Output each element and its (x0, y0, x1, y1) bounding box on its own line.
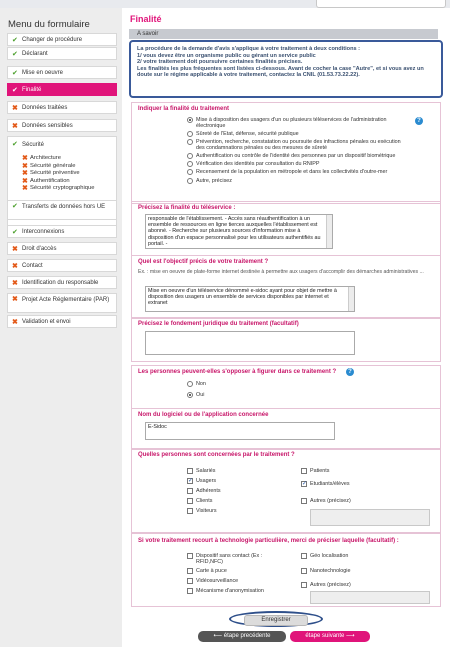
option-label: Adhérents (196, 488, 221, 494)
sidebar-item-par[interactable] (7, 293, 117, 313)
cross-icon: ✖ (12, 263, 18, 270)
technologie-checkbox[interactable] (196, 553, 276, 565)
personne-checkbox[interactable] (196, 468, 215, 474)
objectif-section (131, 255, 441, 319)
sidebar-subitem[interactable] (22, 178, 116, 186)
personne-checkbox[interactable] (310, 498, 351, 504)
checkbox[interactable] (187, 553, 193, 559)
fondement-section (131, 317, 441, 362)
checkbox[interactable] (187, 488, 193, 494)
sidebar-item-label: Identification du responsable (22, 280, 99, 286)
section-title: Nom du logiciel ou de l'application concernée (138, 412, 269, 418)
personne-checkbox[interactable] (310, 468, 329, 474)
finalite-option[interactable] (196, 131, 406, 137)
option-label: Nanotechnologie (310, 568, 351, 574)
help-icon[interactable]: ? (346, 368, 354, 376)
section-title: Si votre traitement recourt à technologie particulière, merci de préciser laquelle (facultatif) : (138, 538, 399, 544)
alert-line: La procédure de la demande d'avis s'applique à votre traitement à deux conditions : (137, 46, 361, 52)
arrow-left-icon: ⟵ (213, 633, 224, 639)
option-label: Visiteurs (196, 508, 217, 514)
technologie-checkbox[interactable] (310, 582, 351, 588)
checkbox[interactable] (301, 582, 307, 588)
sidebar-subitem[interactable] (22, 155, 116, 163)
sidebar-subitem-label: Authentification (30, 177, 70, 184)
cross-icon: ✖ (22, 170, 28, 177)
save-button[interactable]: Enregistrer (244, 615, 308, 626)
option-label: Sûreté de l'Etat, défense, sécurité publique (196, 131, 299, 137)
radio-button[interactable] (187, 381, 193, 387)
sidebar-subitem[interactable] (22, 170, 116, 178)
option-label: Recensement de la population en métropole et dans les collectivités d'outre-mer (196, 169, 388, 175)
finalite-option[interactable] (196, 117, 396, 129)
sidebar-item-label: Données traitées (22, 105, 68, 111)
teleservice-section (131, 201, 441, 256)
radio-button[interactable] (187, 161, 193, 167)
logiciel-input[interactable]: E-Sidoc (145, 422, 335, 440)
alert-line: Les finalités les plus fréquentes sont listées ci-dessous. Avant de cocher la case "Autre", et si vous avez un doute sur le régime applicable à votre traitement, contactez la CNIL (01.53.73.22.22). (137, 65, 424, 79)
technologie-checkbox[interactable] (310, 568, 350, 574)
option-label: Prévention, recherche, constatation ou poursuite des infractions pénales ou exécution des condamnations pénales ou des mesures de sûreté (196, 139, 401, 151)
option-label: Mise à disposition des usagers d'un ou plusieurs téléservices de l'administration électronique (196, 117, 387, 129)
sidebar-item-securite[interactable] (7, 136, 117, 236)
option-label: Clients (196, 498, 213, 504)
checkbox[interactable] (187, 578, 193, 584)
sidebar-item-label: Données sensibles (22, 123, 73, 129)
sidebar-item-interconnexions[interactable] (7, 225, 117, 238)
check-icon: ✔ (12, 203, 18, 210)
option-label: Géo localisation (310, 553, 349, 559)
check-icon: ✔ (12, 51, 18, 58)
next-step-label: étape suivante (305, 633, 345, 639)
checkbox[interactable] (301, 468, 307, 474)
cross-icon: ✖ (22, 185, 28, 192)
section-title: Quelles personnes sont concernées par le traitement ? (138, 452, 295, 458)
finalite-option[interactable] (196, 169, 436, 175)
sidebar-item-changer-procedure[interactable] (7, 33, 117, 46)
checkbox[interactable] (187, 498, 193, 504)
sidebar-item-validation[interactable] (7, 315, 117, 328)
autres-personnes-input[interactable] (310, 509, 430, 526)
alert-line: 2/ votre traitement doit poursuivre certaines finalités précises. (137, 59, 303, 66)
cross-icon: ✖ (12, 296, 18, 303)
radio-button[interactable] (187, 117, 193, 123)
radio-button[interactable] (187, 139, 193, 145)
option-label: Vidéosurveillance (196, 578, 239, 584)
opposition-section (131, 365, 441, 409)
sidebar (0, 8, 122, 647)
personne-checkbox[interactable] (302, 481, 350, 487)
cross-icon: ✖ (22, 177, 28, 185)
option-label: Carte à puce (196, 568, 227, 574)
option-label: Patients (310, 468, 330, 474)
checkbox[interactable] (187, 468, 193, 474)
cross-icon: ✖ (12, 246, 18, 253)
check-icon: ✔ (12, 87, 18, 94)
option-label: Mécanisme d'anonymisation (196, 588, 264, 594)
sidebar-item-label: Changer de procédure (22, 37, 83, 43)
checkbox[interactable] (301, 568, 307, 574)
sidebar-subitem-label: Sécurité préventive (30, 170, 80, 176)
objectif-hint: Ex. : mise en oeuvre de plate-forme internet destinée à permettre aux usagers d'accomplir des démarches administratives ... (138, 269, 424, 275)
option-label: Usagers (196, 478, 217, 484)
sidebar-subitem[interactable] (22, 163, 116, 171)
checkbox[interactable] (301, 498, 307, 504)
sidebar-subitem-label: Sécurité générale (30, 162, 76, 169)
sidebar-item-droit-acces[interactable] (7, 242, 117, 255)
sidebar-item-label: Validation et envoi (22, 319, 71, 325)
opposition-option-oui[interactable] (196, 392, 256, 398)
sidebar-item-label: Mise en oeuvre (22, 70, 64, 76)
option-label: Non (196, 381, 206, 387)
sidebar-item-donnees-traitees[interactable] (7, 101, 117, 114)
sidebar-item-declarant[interactable] (7, 47, 117, 60)
checkbox[interactable] (187, 568, 193, 574)
section-title: Précisez le fondement juridique du traitement (facultatif) (138, 321, 299, 327)
option-label: Autre, précisez (196, 178, 232, 184)
sidebar-item-donnees-sensibles[interactable] (7, 119, 117, 132)
sidebar-item-mise-en-oeuvre[interactable] (7, 66, 117, 79)
a-savoir-header[interactable]: A savoir (129, 29, 438, 39)
finalite-option[interactable] (196, 153, 426, 159)
finalite-section (131, 102, 441, 204)
sidebar-subitem-label: Architecture (30, 155, 61, 161)
checkbox[interactable] (187, 588, 193, 594)
option-label: Etudiants/élèves (310, 481, 350, 487)
option-label: Dispositif sans contact (Ex : RFID,NFC) (196, 553, 263, 565)
check-icon: ✔ (12, 141, 18, 148)
sidebar-item-label: Contact (22, 263, 43, 269)
section-title: Les personnes peuvent-elles s'opposer à figurer dans ce traitement ? (138, 369, 337, 375)
opposition-option-non[interactable] (196, 381, 256, 387)
finalite-option[interactable] (196, 161, 426, 167)
sidebar-subitem[interactable] (22, 185, 116, 193)
checkbox[interactable]: ✓ (188, 478, 194, 484)
checkbox[interactable]: ✓ (302, 481, 308, 487)
sidebar-subitem-label: Sécurité cryptographique (30, 185, 95, 191)
option-label: Oui (196, 392, 205, 398)
checkbox[interactable] (187, 508, 193, 514)
personne-checkbox[interactable] (196, 498, 212, 504)
sidebar-item-transferts[interactable] (7, 200, 117, 220)
option-label: Autres (précisez) (310, 582, 351, 588)
technologie-checkbox[interactable] (196, 568, 227, 574)
option-label: Vérification des identités par consultation du RNIPP (196, 161, 320, 167)
check-icon: ✔ (12, 229, 18, 236)
info-alert (129, 40, 443, 98)
sidebar-item-label: Droit d'accès (22, 246, 57, 252)
sidebar-item-label: Déclarant (22, 51, 48, 57)
alert-line: 1/ vous devez être un organisme public ou gérant un service public (137, 52, 316, 59)
cross-icon: ✖ (12, 123, 18, 130)
personne-checkbox[interactable] (196, 508, 217, 514)
cross-icon: ✖ (12, 319, 18, 326)
checkbox[interactable] (301, 553, 307, 559)
autres-technologie-input[interactable] (310, 591, 430, 604)
cross-icon: ✖ (12, 280, 18, 287)
option-label: Autres (précisez) (310, 498, 351, 504)
section-title: Quel est l'objectif précis de votre traitement ? (138, 259, 269, 265)
personnes-section (131, 448, 441, 533)
section-title: Indiquer la finalité du traitement (138, 106, 230, 112)
technologie-checkbox[interactable] (196, 588, 264, 594)
personne-checkbox[interactable] (196, 488, 221, 494)
finalite-option[interactable] (196, 139, 406, 151)
top-search-field[interactable] (316, 0, 446, 8)
radio-button[interactable] (187, 392, 193, 398)
objectif-textarea[interactable]: Mise en oeuvre d'un téléservice dénommé e-sidoc ayant pour objet de mettre à disposition des usagers un ensemble de services disponibles par internet et extranet (145, 286, 355, 312)
technologie-checkbox[interactable] (196, 578, 238, 584)
check-icon: ✔ (12, 37, 18, 44)
page-title: Finalité (130, 14, 162, 24)
radio-button[interactable] (187, 131, 193, 137)
arrow-right-icon: ⟶ (344, 633, 355, 639)
check-icon: ✔ (12, 70, 18, 77)
teleservice-textarea[interactable]: responsable de l'établissement. - Accès sans réauthentification à un ensemble de ressources en ligne tierces auxquelles l'établissement est abonné. - Recherche sur plusieurs sources d'information mise à disposition d'un espace personnalisé pour les utilisateurs authentifiés au portail. - (145, 214, 333, 249)
personne-checkbox[interactable] (188, 478, 217, 484)
sidebar-item-label: Projet Acte Réglementaire (PAR) (22, 297, 110, 303)
sidebar-item-finalite[interactable] (7, 83, 117, 96)
technologie-checkbox[interactable] (310, 553, 348, 559)
sidebar-item-label: Interconnexions (22, 229, 65, 235)
previous-step-button[interactable] (198, 631, 286, 642)
cross-icon: ✖ (22, 155, 28, 162)
sidebar-title: Menu du formulaire (8, 19, 90, 30)
radio-button[interactable] (187, 169, 193, 175)
cross-icon: ✖ (22, 162, 28, 170)
sidebar-item-label: Finalité (22, 87, 42, 93)
sidebar-item-label: Transferts de données hors UE (22, 204, 106, 210)
sidebar-item-identification[interactable] (7, 276, 117, 289)
radio-button[interactable] (187, 178, 193, 184)
sidebar-item-label: Sécurité (22, 142, 45, 148)
finalite-option[interactable] (196, 178, 396, 184)
sidebar-item-contact[interactable] (7, 259, 117, 272)
fondement-textarea[interactable] (145, 331, 355, 355)
technologie-section (131, 533, 441, 607)
option-label: Salariés (196, 468, 216, 474)
next-step-button[interactable] (290, 631, 370, 642)
logiciel-section (131, 408, 441, 450)
cross-icon: ✖ (12, 105, 18, 112)
section-title: Précisez la finalité du téléservice : (138, 205, 236, 211)
previous-step-label: étape precédente (223, 633, 271, 639)
option-label: Authentification ou contrôle de l'identité des personnes par un dispositif biométrique (196, 153, 396, 159)
radio-button[interactable] (187, 153, 193, 159)
help-icon[interactable]: ? (415, 117, 423, 125)
save-button-outline[interactable] (229, 611, 323, 627)
